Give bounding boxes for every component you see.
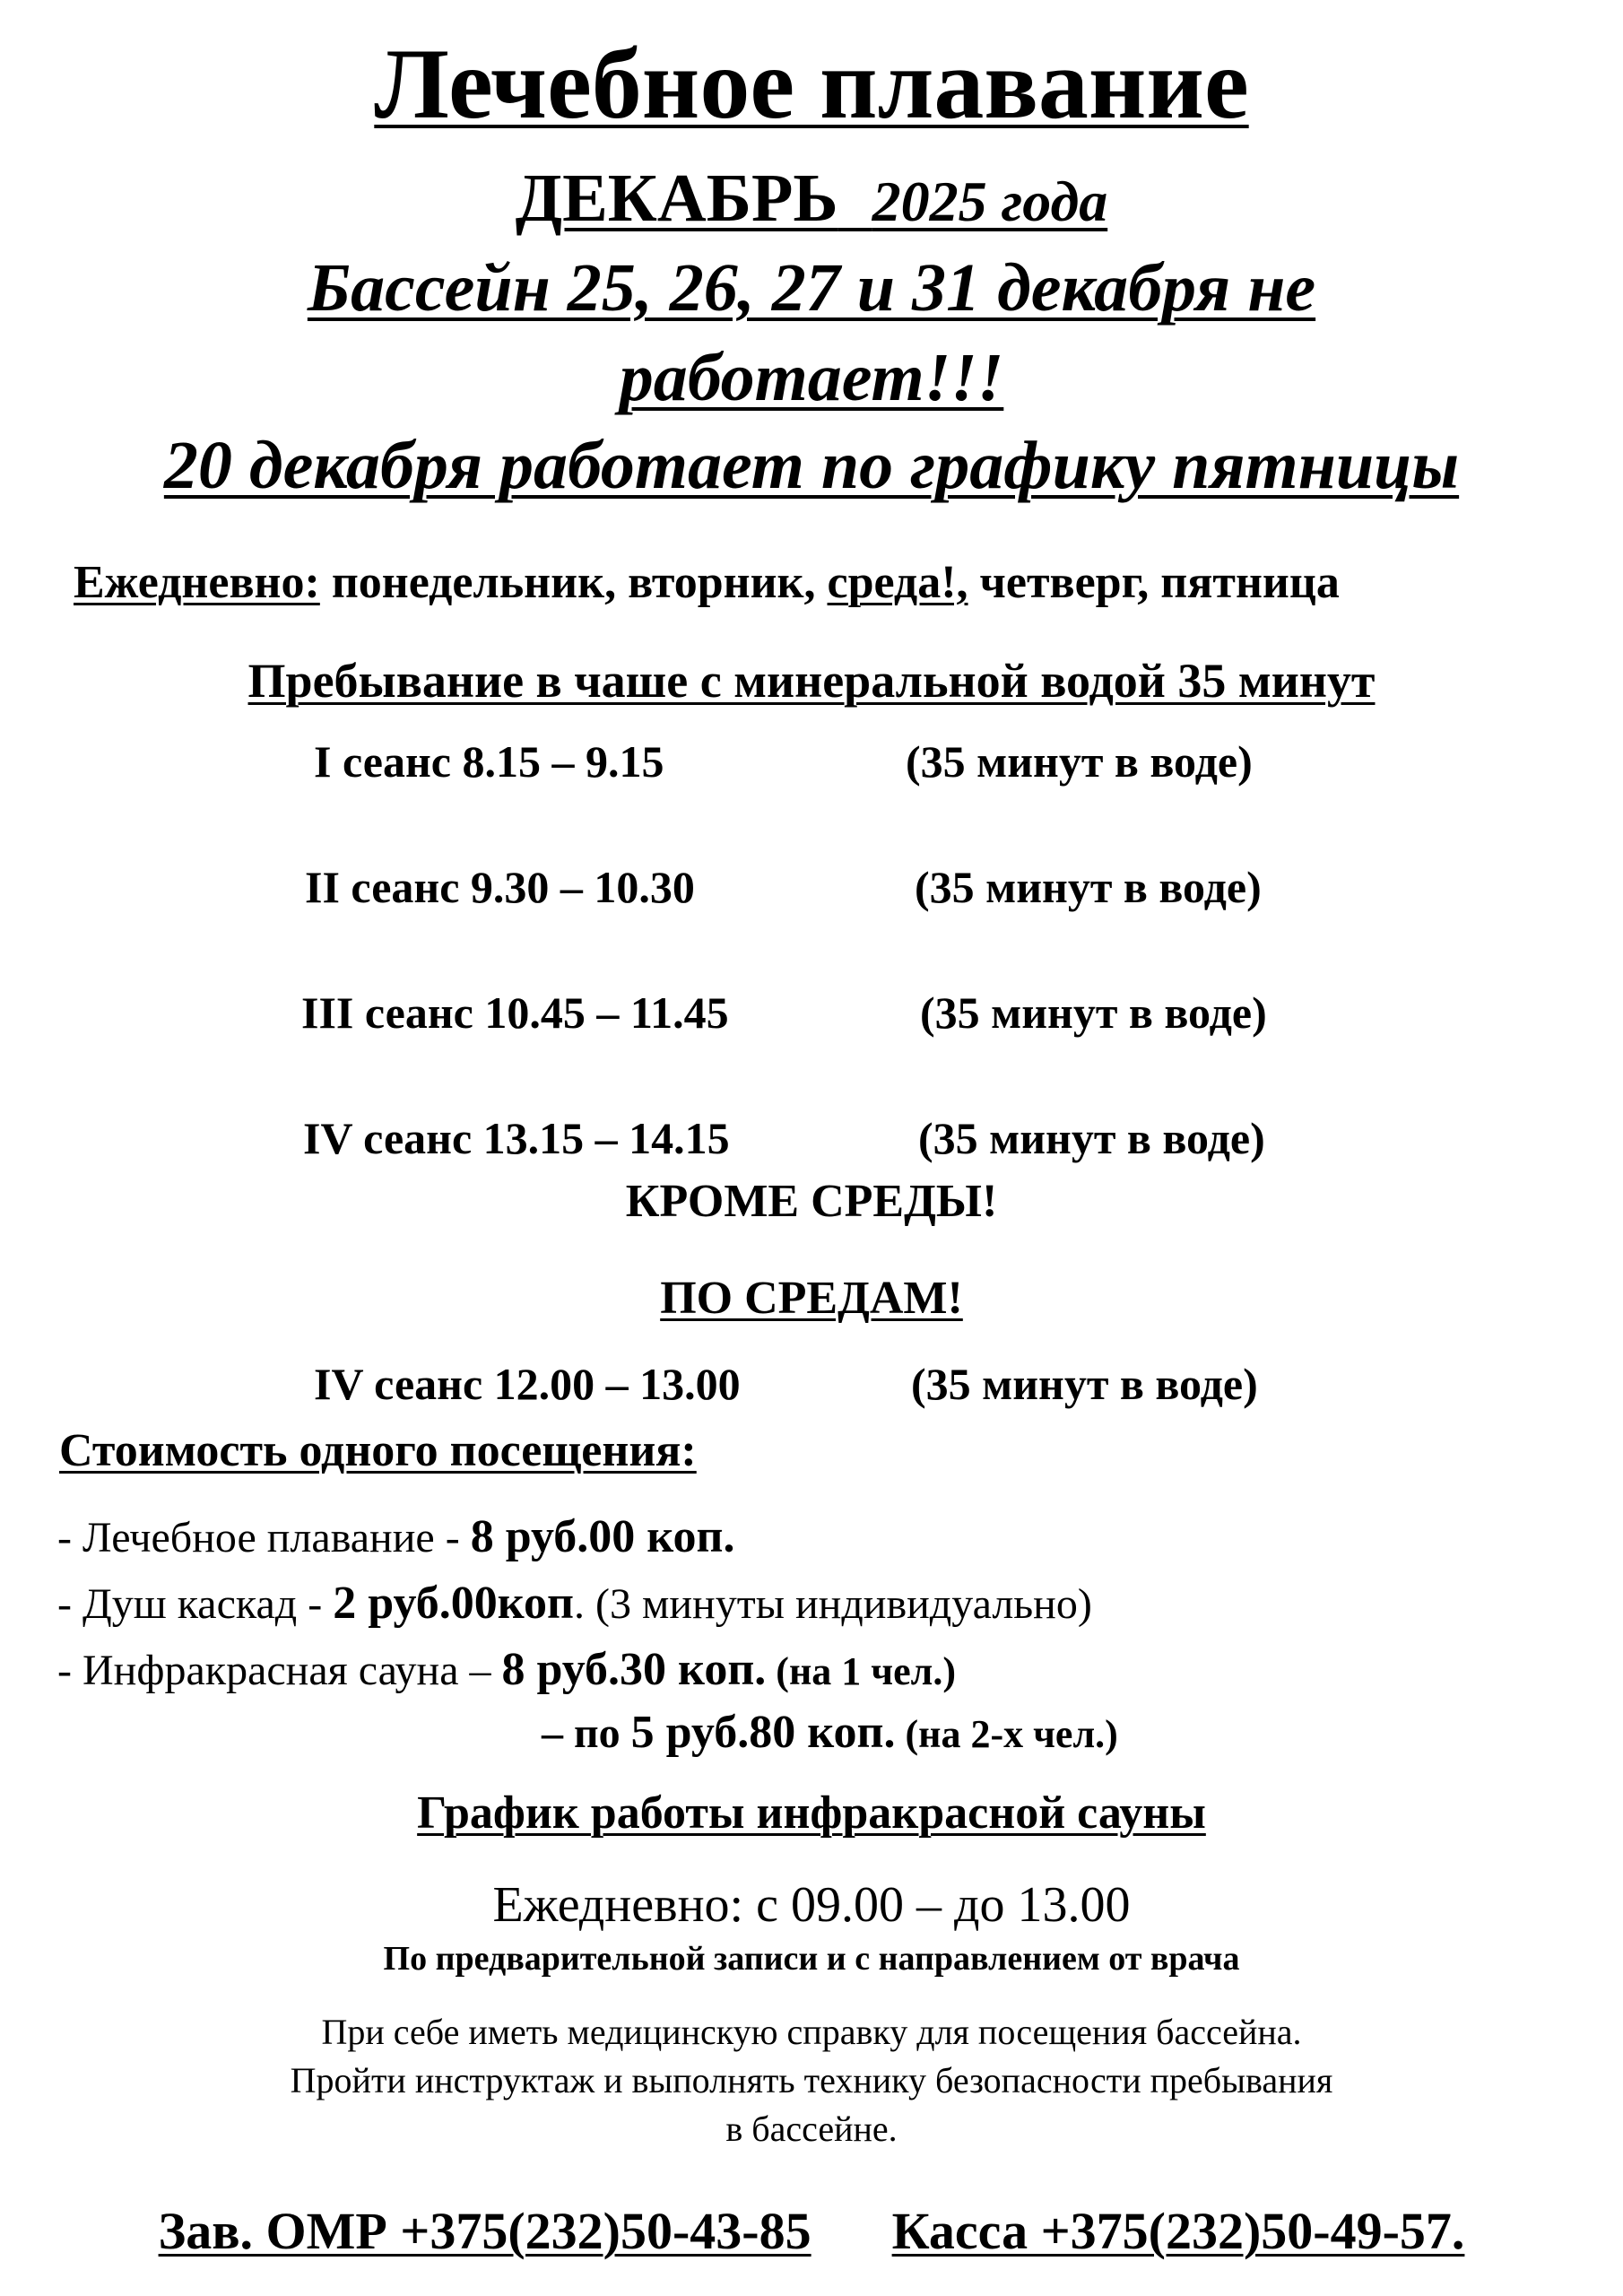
- price-service: - Душ каскад -: [57, 1580, 334, 1628]
- contacts-line: [0, 2201, 1623, 2261]
- daily-days-after: четверг, пятница: [979, 557, 1340, 608]
- sauna-schedule-heading: График работы инфракрасной сауны: [417, 1787, 1206, 1839]
- session-3-duration: (35 минут в воде): [920, 987, 1267, 1038]
- page-title: Лечебное плавание: [374, 29, 1249, 140]
- on-wednesdays-heading: ПО СРЕДАМ!: [660, 1273, 963, 1324]
- closure-notice-line-1: Бассейн 25, 26, 27 и 31 декабря не: [307, 250, 1316, 326]
- price-amount: 8 руб.00 коп.: [470, 1511, 735, 1562]
- session-2-time: II сеанс 9.30 – 10.30: [305, 862, 695, 912]
- session-3-time: III сеанс 10.45 – 11.45: [301, 987, 729, 1038]
- price-service: - Инфракрасная сауна –: [57, 1647, 502, 1694]
- session-4-duration: (35 минут в воде): [918, 1113, 1265, 1163]
- stay-duration-note: Пребывание в чаше с минеральной водой 35 минут: [247, 654, 1376, 708]
- price-note: . (3 минуты индивидуально): [574, 1580, 1092, 1628]
- price-row-swimming: [57, 1510, 735, 1563]
- price-amount: 8 руб.30 коп.: [501, 1644, 767, 1695]
- wednesday-session-duration: (35 минут в воде): [911, 1359, 1258, 1409]
- closure-notice-line-2: работает!!!: [619, 340, 1004, 415]
- price-row-sauna-pair: [542, 1706, 1118, 1759]
- session-1-duration: (35 минут в воде): [906, 736, 1253, 787]
- price-note: (на 1 чел.): [766, 1649, 956, 1693]
- month-label: ДЕКАБРЬ: [515, 161, 838, 236]
- except-wednesday-note: КРОМЕ СРЕДЫ!: [625, 1176, 998, 1227]
- daily-wednesday: среда!,: [827, 557, 968, 608]
- sauna-hours: Ежедневно: с 09.00 – до 13.00: [492, 1877, 1131, 1933]
- notice-line-3: в бассейне.: [725, 2109, 898, 2149]
- daily-days-line: [74, 556, 1340, 609]
- head-contact: Зав. ОМР +375(232)50-43-85: [158, 2202, 812, 2260]
- price-service: – по: [542, 1709, 631, 1757]
- daily-days-before: понедельник, вторник,: [331, 557, 816, 608]
- price-service: - Лечебное плавание -: [57, 1514, 471, 1561]
- month-heading: [0, 160, 1623, 238]
- daily-label: Ежедневно:: [74, 557, 320, 608]
- wednesday-session-time: IV сеанс 12.00 – 13.00: [314, 1359, 741, 1409]
- notice-line-2: Пройти инструктаж и выполнять технику безопасности пребывания: [290, 2060, 1333, 2100]
- cashier-contact: Касса +375(232)50-49-57.: [891, 2202, 1465, 2260]
- sauna-booking-note: По предварительной записи и с направлением от врача: [383, 1940, 1240, 1978]
- price-row-shower: [57, 1577, 1092, 1630]
- session-2-duration: (35 минут в воде): [915, 862, 1262, 912]
- price-amount: 2 руб.00коп: [333, 1578, 574, 1629]
- year-label: 2025 года: [872, 170, 1108, 233]
- notice-line-1: При себе иметь медицинскую справку для посещения бассейна.: [321, 2012, 1302, 2052]
- session-4-time: IV сеанс 13.15 – 14.15: [303, 1113, 730, 1163]
- price-amount: 5 руб.80 коп.: [630, 1707, 896, 1758]
- price-row-sauna-single: [57, 1643, 956, 1696]
- cost-heading: Стоимость одного посещения:: [59, 1425, 697, 1476]
- price-note: (на 2-х чел.): [895, 1712, 1118, 1756]
- session-1-time: I сеанс 8.15 – 9.15: [314, 736, 664, 787]
- friday-schedule-note: 20 декабря работает по графику пятницы: [163, 428, 1460, 503]
